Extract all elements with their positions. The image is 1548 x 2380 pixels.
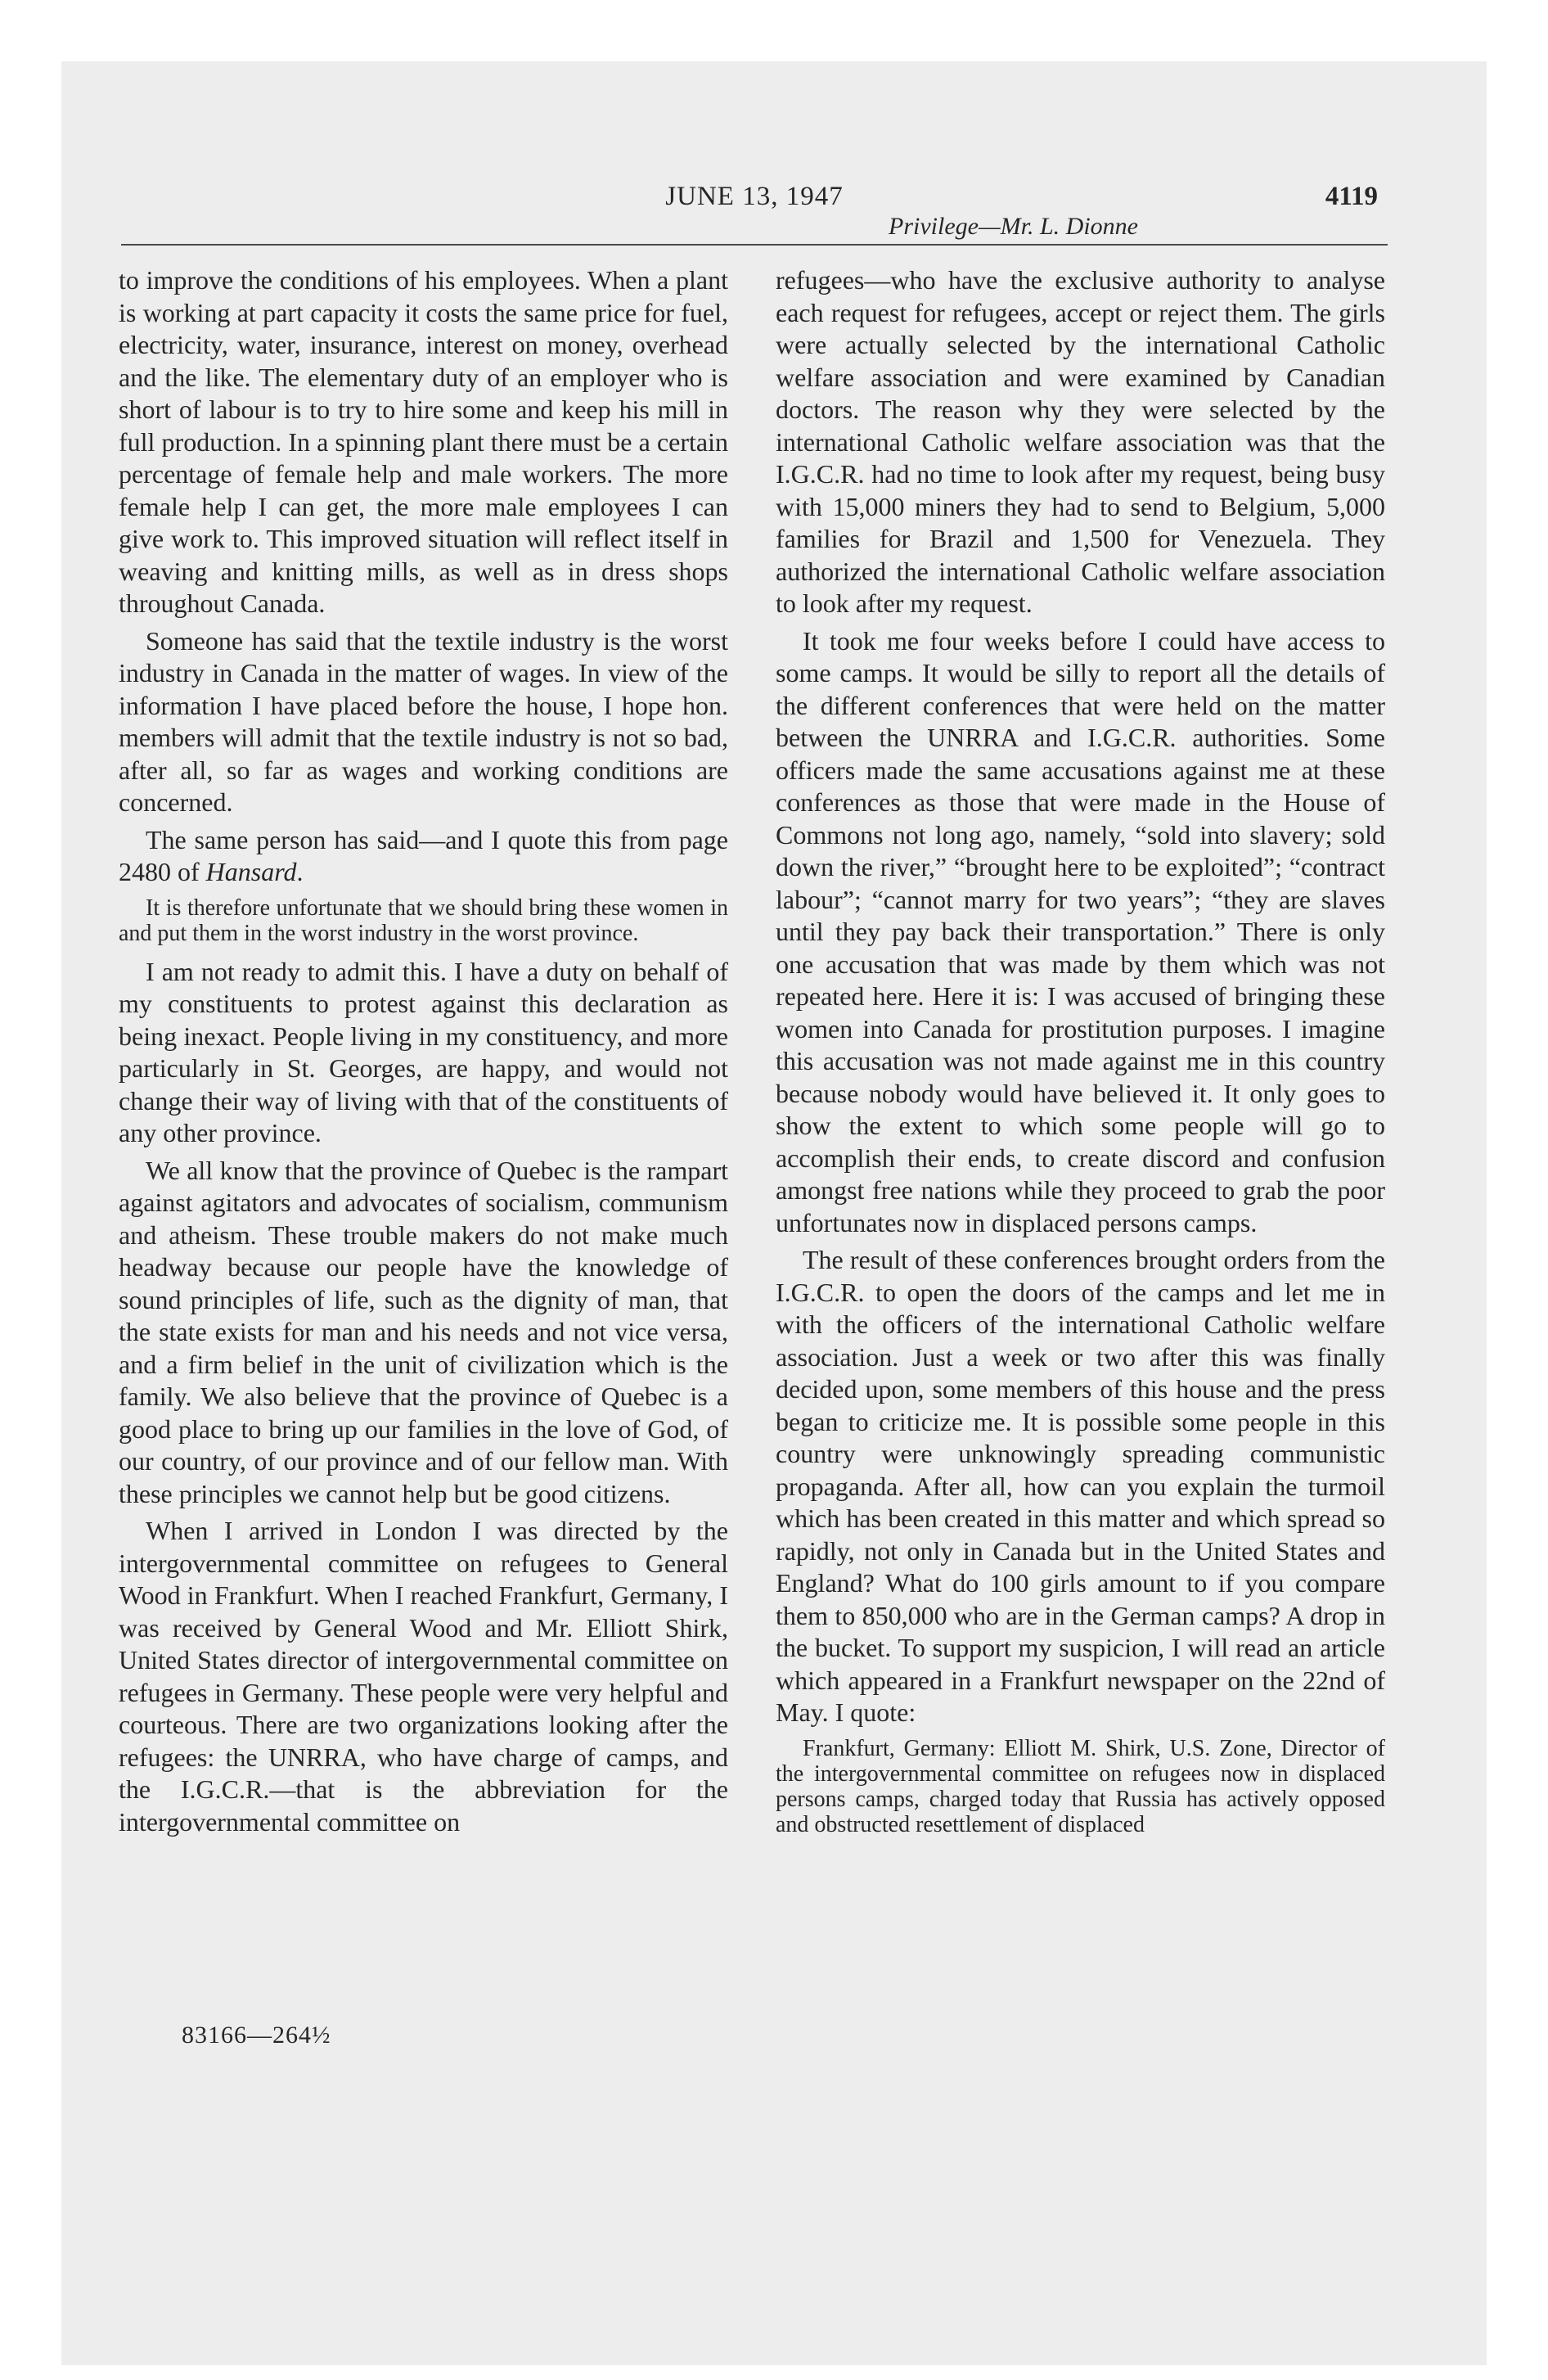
paragraph: When I arrived in London I was directed by the intergovernmental committee on refugees to General Wood in Frankfurt. When I reached Frankfurt, Germany, I was received by General Wood and Mr. Elliott Shirk, United States director of intergovernmental committee on refugees in Germany. These people were very helpful and courteous. There are two organizations looking after the refugees: the UNRRA, who have charge of camps, and the I.G.C.R.—that is the abbreviation for the intergovernmental committee on bbox=[119, 1516, 728, 1837]
header-date: JUNE 13, 1947 bbox=[665, 182, 844, 211]
page-header bbox=[121, 175, 1388, 244]
source-title: Hansard bbox=[205, 857, 297, 886]
paragraph-end: . bbox=[296, 857, 304, 886]
page-number: 4119 bbox=[1325, 182, 1378, 211]
paragraph-text: The same person has said—and I quote this from page 2480 of bbox=[119, 824, 728, 886]
paragraph: I am not ready to admit this. I have a duty on behalf of my constituents to protest against this declaration as being inexact. People living in my constituency, and more particularly in St. Georges, are happy, and would not change their way of living with that of the constituents of any other province. bbox=[119, 956, 728, 1147]
block-quote: Frankfurt, Germany: Elliott M. Shirk, U.S. Zone, Director of the intergovernmental committee on refugees now in displaced persons camps, charged today that Russia has actively opposed and obstructed resettlement of displaced bbox=[776, 1735, 1385, 1837]
print-code: 83166—264½ bbox=[182, 2022, 331, 2049]
paragraph: to improve the conditions of his employees. When a plant is working at part capacity it costs the same price for fuel, electricity, water, insurance, interest on money, overhead and the like. The elementary duty of an employer who is short of labour is to try to hire some and keep his mill in full production. In a spinning plant there must be a certain percentage of female help and male workers. The more female help I can get, the more male employees I can give work to. This improved situation will reflect itself in weaving and knitting mills, as well as in dress shops throughout Canada. bbox=[119, 265, 728, 618]
paragraph: refugees—who have the exclusive authority to analyse each request for refugees, accept or reject them. The girls were actually selected by the international Catholic welfare association and were examined by Canadian doctors. The reason why they were selected by the international Catholic welfare association was that the I.G.C.R. had no time to look after my request, being busy with 15,000 miners they had to send to Belgium, 5,000 families for Brazil and 1,500 for Venezuela. They authorized the international Catholic welfare association to look after my request. bbox=[776, 265, 1385, 618]
right-column bbox=[776, 264, 1385, 1847]
paragraph: It took me four weeks before I could have access to some camps. It would be silly to report all the details of the different conferences that were held on the matter between the UNRRA and I.G.C.R. authorities. Some officers made the same accusations against me at these conferences as those that were made in the House of Commons not long ago, namely, “sold into slavery; sold down the river,” “brought here to be exploited”; “contract labour”; “cannot marry for two years”; “they are slaves until they pay back their transportation.” There is only one accusation that was made by them which was not repeated here. Here it is: I was accused of bringing these women into Canada for prostitution purposes. I imagine this accusation was not made against me in this country because nobody would have believed it. It only goes to show the extent to which some people will go to accomplish their ends, to create discord and confusion amongst free nations while they proceed to grab the poor unfortunates now in displaced persons camps. bbox=[776, 625, 1385, 1237]
paragraph: We all know that the province of Quebec is the rampart against agitators and advocates of socialism, communism and atheism. These trouble makers do not make much headway because our people have the knowledge of sound principles of life, such as the dignity of man, that the state exists for man and his needs and not vice versa, and a firm belief in the unit of civilization which is the family. We also believe that the province of Quebec is a good place to bring up our families in the love of God, of our country, of our province and of our fellow man. With these principles we cannot help but be good citizens. bbox=[119, 1155, 728, 1508]
block-quote: It is therefore unfortunate that we should bring these women in and put them in the worst industry in the worst province. bbox=[119, 895, 728, 946]
header-rule bbox=[121, 244, 1388, 246]
paragraph bbox=[119, 824, 728, 889]
running-head: Privilege—Mr. L. Dionne bbox=[889, 213, 1138, 240]
left-column bbox=[119, 264, 728, 1843]
paragraph: The result of these conferences brought orders from the I.G.C.R. to open the doors of the camps and let me in with the officers of the international Catholic welfare association. Just a week or two after this was finally decided upon, some members of this house and the press began to criticize me. It is possible some people in this country were unknowingly spreading communistic propaganda. After all, how can you explain the turmoil which has been created in this matter and which spread so rapidly, not only in Canada but in the United States and England? What do 100 girls amount to if you compare them to 850,000 who are in the German camps? A drop in the bucket. To support my suspicion, I will read an article which appeared in a Frankfurt newspaper on the 22nd of May. I quote: bbox=[776, 1245, 1385, 1727]
paragraph: Someone has said that the textile industry is the worst industry in Canada in the matter of wages. In view of the information I have placed before the house, I hope hon. members will admit that the textile industry is not so bad, after all, so far as wages and working conditions are concerned. bbox=[119, 625, 728, 817]
